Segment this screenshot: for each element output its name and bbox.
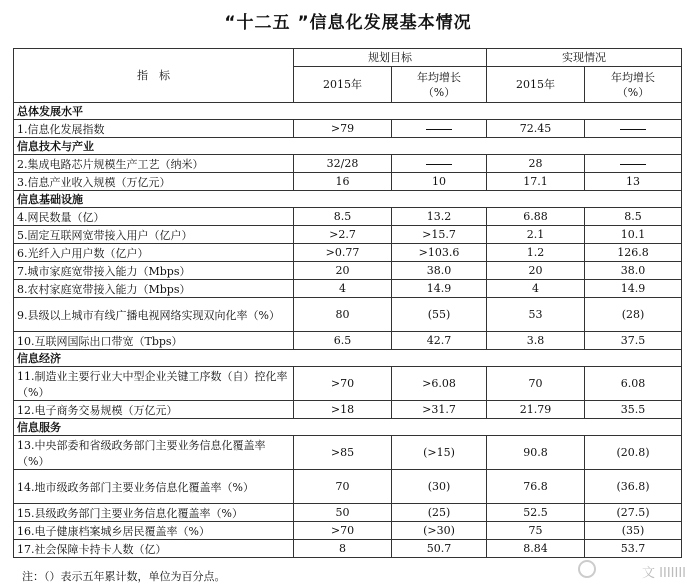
value-cell [585, 155, 682, 173]
value-cell: 70 [294, 470, 392, 504]
indicator-name: 7.城市家庭宽带接入能力（Mbps） [14, 262, 294, 280]
value-cell: 70 [487, 367, 585, 401]
value-cell: >70 [294, 367, 392, 401]
indicator-name: 4.网民数量（亿） [14, 208, 294, 226]
value-cell: 72.45 [487, 120, 585, 138]
indicator-name: 2.集成电路芯片规模生产工艺（纳米） [14, 155, 294, 173]
table-row [14, 173, 682, 191]
table-row [14, 208, 682, 226]
value-cell: >0.77 [294, 244, 392, 262]
table-row [14, 155, 682, 173]
table-row [14, 244, 682, 262]
table-row [14, 540, 682, 558]
indicator-name: 12.电子商务交易规模（万亿元） [14, 401, 294, 419]
value-cell: 4 [294, 280, 392, 298]
table-row [14, 262, 682, 280]
value-cell: (30) [392, 470, 487, 504]
value-cell: 38.0 [392, 262, 487, 280]
value-cell: >15.7 [392, 226, 487, 244]
section-header-row [14, 419, 682, 436]
table-row [14, 504, 682, 522]
indicator-name: 17.社会保障卡持卡人数（亿） [14, 540, 294, 558]
section-header-row [14, 138, 682, 155]
value-cell: 13.2 [392, 208, 487, 226]
dash-mark [620, 129, 646, 130]
section-title: 信息服务 [14, 419, 682, 436]
value-cell: 10 [392, 173, 487, 191]
value-cell [392, 120, 487, 138]
table-row [14, 367, 682, 401]
section-title: 总体发展水平 [14, 103, 682, 120]
table-body [14, 103, 682, 558]
value-cell: >70 [294, 522, 392, 540]
value-cell: 52.5 [487, 504, 585, 522]
table-row [14, 401, 682, 419]
value-cell: 32/28 [294, 155, 392, 173]
value-cell: 75 [487, 522, 585, 540]
value-cell: 4 [487, 280, 585, 298]
indicator-name: 10.互联网国际出口带宽（Tbps） [14, 332, 294, 350]
table-row [14, 298, 682, 332]
value-cell: 6.08 [585, 367, 682, 401]
dash-mark [426, 164, 452, 165]
document-title: “十二五 ”信息化发展基本情况 [224, 13, 472, 33]
value-cell: >31.7 [392, 401, 487, 419]
value-cell: 21.79 [487, 401, 585, 419]
value-cell: 13 [585, 173, 682, 191]
value-cell: >18 [294, 401, 392, 419]
value-cell: (36.8) [585, 470, 682, 504]
indicator-name: 8.农村家庭宽带接入能力（Mbps） [14, 280, 294, 298]
value-cell: 28 [487, 155, 585, 173]
indicator-name: 5.固定互联网宽带接入用户（亿户） [14, 226, 294, 244]
table-row [14, 470, 682, 504]
value-cell: >2.7 [294, 226, 392, 244]
value-cell [585, 120, 682, 138]
value-cell: 42.7 [392, 332, 487, 350]
section-header-row [14, 191, 682, 208]
value-cell: 8.5 [585, 208, 682, 226]
info-development-table [13, 48, 682, 558]
value-cell: 8.5 [294, 208, 392, 226]
indicator-name: 11.制造业主要行业大中型企业关键工序数（自）控化率（%） [14, 367, 294, 401]
value-cell: (>30) [392, 522, 487, 540]
value-cell: 90.8 [487, 436, 585, 470]
indicator-name: 16.电子健康档案城乡居民覆盖率（%） [14, 522, 294, 540]
value-cell: 126.8 [585, 244, 682, 262]
value-cell: 8.84 [487, 540, 585, 558]
value-cell: 8 [294, 540, 392, 558]
value-cell: 50 [294, 504, 392, 522]
table-row [14, 522, 682, 540]
table-row [14, 280, 682, 298]
value-cell: 14.9 [585, 280, 682, 298]
value-cell: 38.0 [585, 262, 682, 280]
table-row [14, 226, 682, 244]
value-cell: (55) [392, 298, 487, 332]
dash-mark [426, 129, 452, 130]
value-cell: 80 [294, 298, 392, 332]
value-cell: 17.1 [487, 173, 585, 191]
table-row [14, 332, 682, 350]
value-cell: 10.1 [585, 226, 682, 244]
planned-year-header: 2015年 [294, 67, 392, 103]
value-cell: 6.5 [294, 332, 392, 350]
value-cell: 3.8 [487, 332, 585, 350]
indicator-name: 1.信息化发展指数 [14, 120, 294, 138]
value-cell: 35.5 [585, 401, 682, 419]
table-row [14, 436, 682, 470]
footnote: 注：（）表示五年累计数，单位为百分点。 [22, 570, 226, 583]
indicator-name: 6.光纤入户用户数（亿户） [14, 244, 294, 262]
value-cell: (20.8) [585, 436, 682, 470]
value-cell [392, 155, 487, 173]
value-cell: (>15) [392, 436, 487, 470]
table-header [14, 49, 682, 103]
section-header-row [14, 103, 682, 120]
indicator-header: 指 标 [14, 49, 294, 103]
indicator-name: 13.中央部委和省级政务部门主要业务信息化覆盖率（%） [14, 436, 294, 470]
value-cell: >79 [294, 120, 392, 138]
section-title: 信息基础设施 [14, 191, 682, 208]
section-header-row [14, 350, 682, 367]
value-cell: 6.88 [487, 208, 585, 226]
value-cell: (25) [392, 504, 487, 522]
watermark: 文 IIIIIII [642, 566, 686, 581]
indicator-name: 3.信息产业收入规模（万亿元） [14, 173, 294, 191]
value-cell: (28) [585, 298, 682, 332]
value-cell: 16 [294, 173, 392, 191]
value-cell: >6.08 [392, 367, 487, 401]
indicator-name: 14.地市级政务部门主要业务信息化覆盖率（%） [14, 470, 294, 504]
value-cell: 76.8 [487, 470, 585, 504]
value-cell: (27.5) [585, 504, 682, 522]
value-cell: 50.7 [392, 540, 487, 558]
actual-year-header: 2015年 [487, 67, 585, 103]
indicator-name: 9.县级以上城市有线广播电视网络实现双向化率（%） [14, 298, 294, 332]
value-cell: 53 [487, 298, 585, 332]
planned-header: 规划目标 [294, 49, 487, 67]
value-cell: 20 [487, 262, 585, 280]
section-title: 信息经济 [14, 350, 682, 367]
dash-mark [620, 164, 646, 165]
value-cell: 1.2 [487, 244, 585, 262]
planned-growth-header: 年均增长 （%） [392, 67, 487, 103]
value-cell: >103.6 [392, 244, 487, 262]
value-cell: 14.9 [392, 280, 487, 298]
value-cell: 37.5 [585, 332, 682, 350]
actual-growth-header: 年均增长 （%） [585, 67, 682, 103]
value-cell: 20 [294, 262, 392, 280]
value-cell: (35) [585, 522, 682, 540]
table-row [14, 120, 682, 138]
value-cell: >85 [294, 436, 392, 470]
indicator-name: 15.县级政务部门主要业务信息化覆盖率（%） [14, 504, 294, 522]
section-title: 信息技术与产业 [14, 138, 682, 155]
value-cell: 2.1 [487, 226, 585, 244]
actual-header: 实现情况 [487, 49, 682, 67]
weibo-watermark-icon [578, 560, 596, 578]
value-cell: 53.7 [585, 540, 682, 558]
